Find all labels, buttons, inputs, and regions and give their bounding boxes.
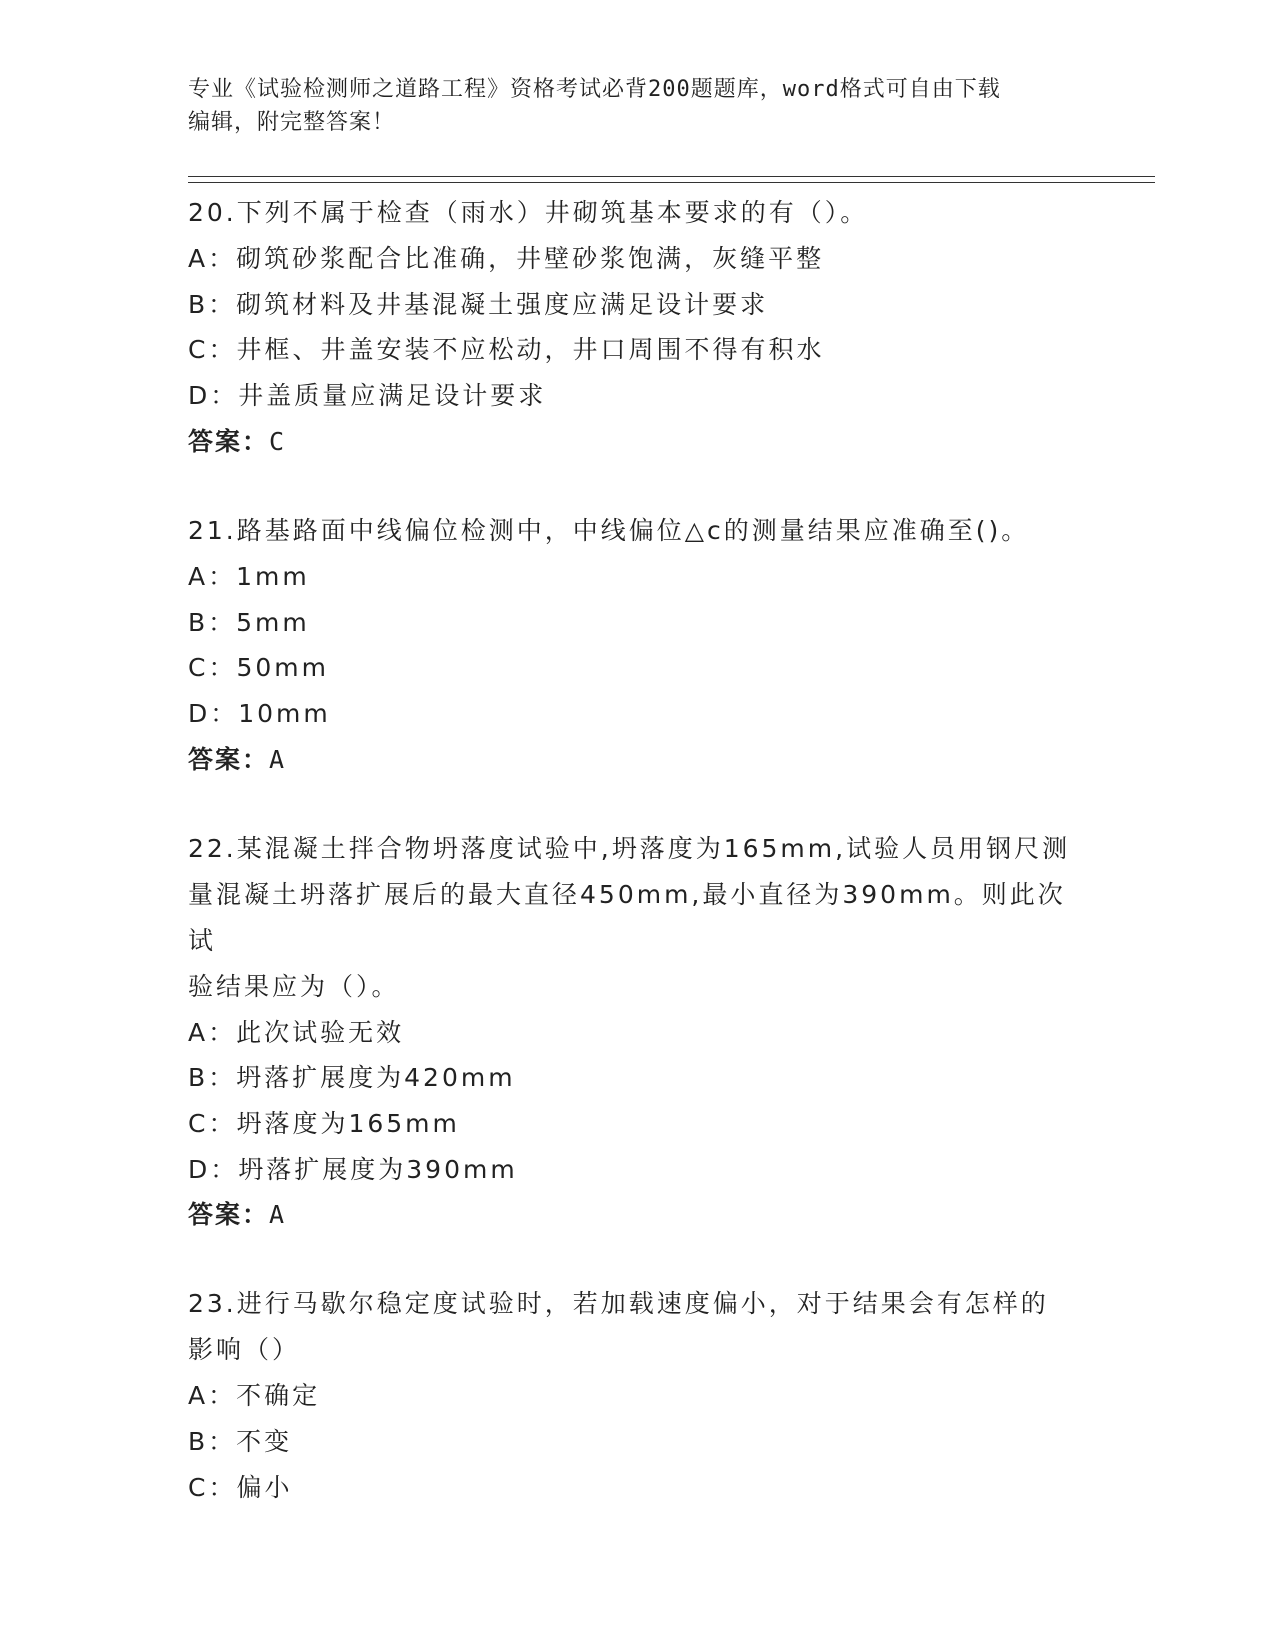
header-divider-bottom: [188, 182, 1155, 183]
question-stem-line-1: 22.某混凝土拌合物坍落度试验中,坍落度为165mm,试验人员用钢尺测: [188, 833, 1071, 863]
question-stem: 20.下列不属于检查（雨水）井砌筑基本要求的有（）。: [188, 198, 869, 227]
answer-value: C: [269, 426, 287, 456]
option-d: D：坍落扩展度为390mm: [188, 1154, 518, 1184]
question-stem-line-3: 验结果应为（）。: [188, 971, 400, 1001]
option-a: A：此次试验无效: [188, 1017, 405, 1047]
question-stem-line-2: 量混凝土坍落扩展后的最大直径450mm,最小直径为390mm。则此次试: [188, 879, 1066, 955]
answer-label: 答案：: [188, 744, 270, 774]
answer-label: 答案：: [188, 426, 270, 456]
option-d: D：10mm: [188, 698, 331, 728]
question-stem-line-2: 影响（）: [188, 1335, 301, 1365]
option-c: C：偏小: [188, 1472, 293, 1502]
question-20: [188, 190, 1088, 465]
spacer: [188, 1238, 1088, 1281]
option-b: B：坍落扩展度为420mm: [188, 1063, 516, 1093]
answer-line: [188, 737, 1088, 783]
answer-value: A: [269, 744, 287, 774]
question-stem: 21.路基路面中线偏位检测中，中线偏位△c的测量结果应准确至()。: [188, 515, 1030, 545]
answer-value: A: [269, 1200, 287, 1230]
question-list: [188, 190, 1088, 1511]
question-23: [188, 1281, 1088, 1510]
answer-line: [188, 1192, 1088, 1238]
option-c: C：井框、井盖安装不应松动，井口周围不得有积水: [188, 335, 825, 365]
option-a: A：1mm: [188, 561, 310, 591]
option-c: C：坍落度为165mm: [188, 1109, 460, 1139]
question-21: [188, 508, 1088, 783]
option-a: A：砌筑砂浆配合比准确，井壁砂浆饱满，灰缝平整: [188, 244, 825, 273]
header-line-2: 编辑，附完整答案！: [188, 110, 396, 135]
document-header: [188, 73, 1088, 139]
question-22: [188, 826, 1088, 1239]
header-divider-top: [188, 176, 1155, 177]
option-b: B：砌筑材料及井基混凝土强度应满足设计要求: [188, 289, 769, 319]
option-a: A：不确定: [188, 1381, 321, 1411]
header-line-1: 专业《试验检测师之道路工程》资格考试必背200题题库，word格式可自由下载: [188, 77, 1001, 102]
spacer: [188, 465, 1088, 508]
spacer: [188, 783, 1088, 826]
option-b: B：5mm: [188, 607, 310, 637]
option-d: D：井盖质量应满足设计要求: [188, 381, 547, 411]
option-b: B：不变: [188, 1427, 293, 1457]
question-stem-line-1: 23.进行马歇尔稳定度试验时，若加载速度偏小，对于结果会有怎样的: [188, 1289, 1049, 1319]
answer-line: [188, 419, 1088, 465]
answer-label: 答案：: [188, 1200, 270, 1230]
option-c: C：50mm: [188, 653, 329, 683]
